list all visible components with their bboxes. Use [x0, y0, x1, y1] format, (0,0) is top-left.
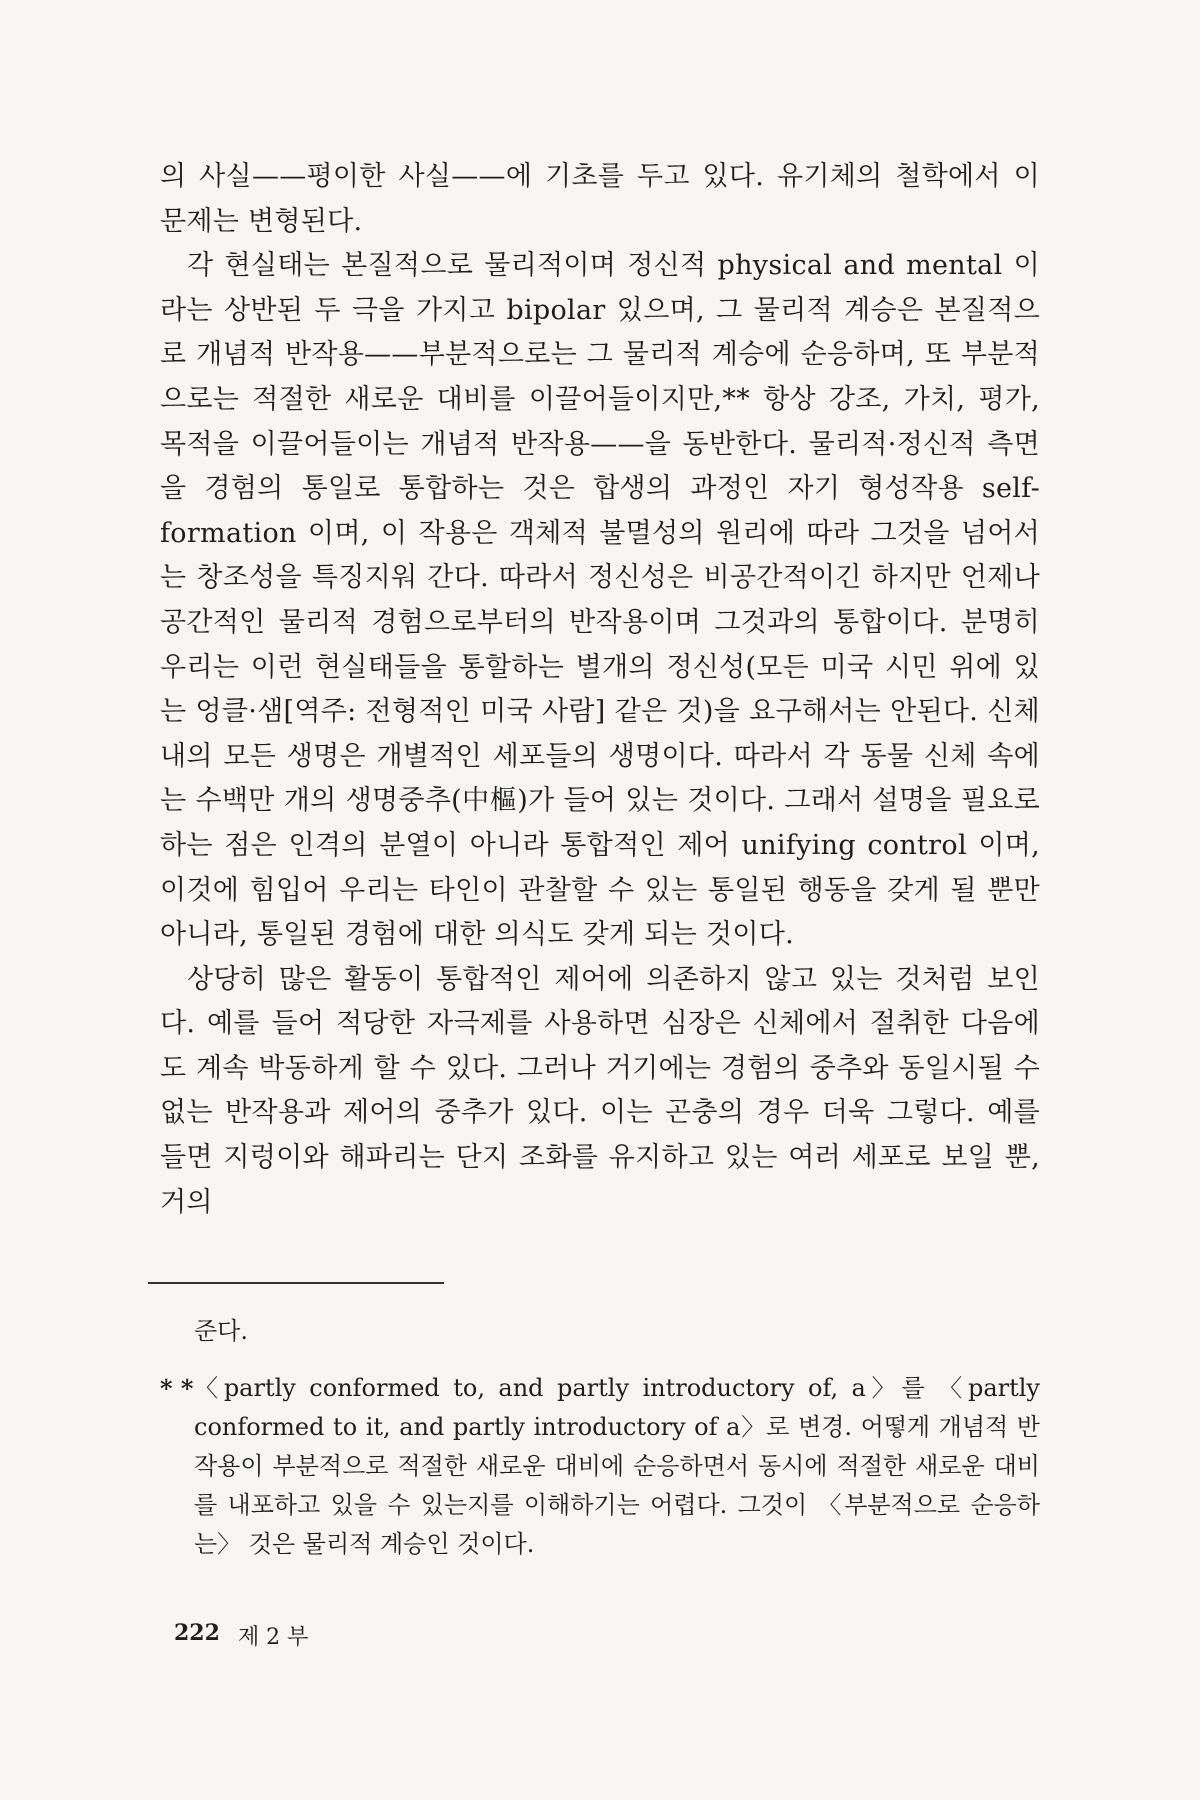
footnote-text: 〈partly conformed to, and partly introductory of, a〉를 〈partly conformed to it, and partly introductory of a〉로 변경. 어떻게 개념적 반작용이 부분적으로 적절한 새로운 대비에 순응하면서 동시에 적절한 새로운 대비를 내포하고 있을 수 있는지를 이해하기는 어렵다. 그것이 〈부분적으로 순응하는〉 것은 물리적 계승인 것이다. [194, 1374, 1040, 1558]
page-footer [174, 1620, 308, 1651]
part-label: 제 2 부 [237, 1625, 309, 1650]
page-number: 222 [174, 1620, 220, 1646]
main-text [160, 155, 1040, 1225]
paragraph: 의 사실——평이한 사실——에 기초를 두고 있다. 유기체의 철학에서 이 문제는 변형된다. [160, 161, 1040, 237]
paragraph: 상당히 많은 활동이 통합적인 제어에 의존하지 않고 있는 것처럼 보인다. 예를 들어 적당한 자극제를 사용하면 심장은 신체에서 절취한 다음에도 계속 박동하게 할 수 있다. 그러나 거기에는 경험의 중추와 동일시될 수 없는 반작용과 제어의 중추가 있다. 이는 곤충의 경우 더욱 그렇다. 예를 들면 지렁이와 해파리는 단지 조화를 유지하고 있는 여러 세포로 보일 뿐, 거의 [160, 963, 1040, 1218]
footnotes [160, 1312, 1040, 1564]
footnote-continuation: 준다. [194, 1317, 248, 1345]
footnote [160, 1369, 1040, 1564]
footnote-marker: * * [160, 1374, 194, 1403]
paragraph: 각 현실태는 본질적으로 물리적이며 정신적 physical and mental 이라는 상반된 두 극을 가지고 bipolar 있으며, 그 물리적 계승은 본질적으로 개념적 반작용——부분적으로는 그 물리적 계승에 순응하며, 또 부분적으로는 적절한 새로운 대비를 이끌어들이지만,** 항상 강조, 가치, 평가, 목적을 이끌어들이는 개념적 반작용——을 동반한다. 물리적·정신적 측면을 경험의 통일로 통합하는 것은 합생의 과정인 자기 형성작용 self-formation 이며, 이 작용은 객체적 불멸성의 원리에 따라 그것을 넘어서는 창조성을 특징지워 간다. 따라서 정신성은 비공간적이긴 하지만 언제나 공간적인 물리적 경험으로부터의 반작용이며 그것과의 통합이다. 분명히 우리는 이런 현실태들을 통할하는 별개의 정신성(모든 미국 시민 위에 있는 엉클·샘[역주: 전형적인 미국 사람] 같은 것)을 요구해서는 안된다. 신체 내의 모든 생명은 개별적인 세포들의 생명이다. 따라서 각 동물 신체 속에는 수백만 개의 생명중추(中樞)가 들어 있는 것이다. 그래서 설명을 필요로 하는 점은 인격의 분열이 아니라 통합적인 제어 unifying control 이며, 이것에 힘입어 우리는 타인이 관찰할 수 있는 통일된 행동을 갖게 될 뿐만 아니라, 통일된 경험에 대한 의식도 갖게 되는 것이다. [160, 250, 1040, 951]
footnote-divider [148, 1282, 444, 1284]
